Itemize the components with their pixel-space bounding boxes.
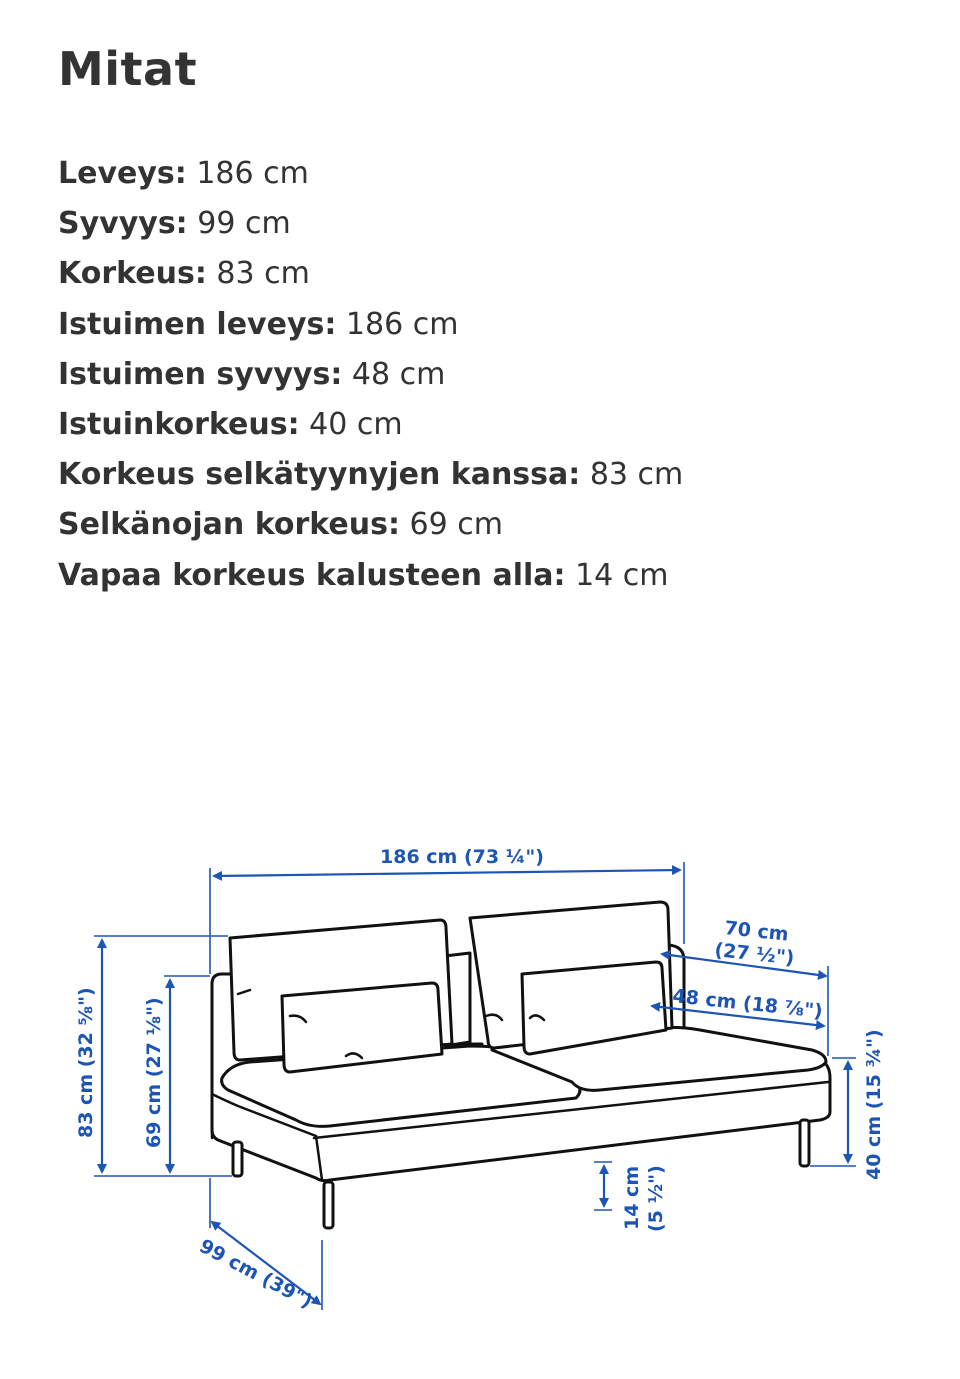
dimension-value: 83 cm bbox=[589, 457, 684, 493]
depth-label: 99 cm (39") bbox=[195, 1234, 316, 1313]
dimension-label: Istuinkorkeus: bbox=[58, 406, 300, 442]
width-label: 186 cm (73 ¼") bbox=[380, 846, 544, 868]
back-depth-label-cm: 70 cm bbox=[723, 917, 790, 946]
dimension-depth bbox=[58, 204, 683, 254]
sofa-leg bbox=[233, 1142, 242, 1176]
seat-height-label: 40 cm (15 ¾") bbox=[863, 1029, 885, 1180]
back-height-label: 69 cm (27 ⅛") bbox=[143, 997, 165, 1148]
dimension-value: 186 cm bbox=[345, 306, 459, 342]
dimension-label: Istuimen leveys: bbox=[58, 306, 337, 342]
dimension-value: 99 cm bbox=[197, 206, 291, 242]
dimension-seat-depth bbox=[58, 355, 683, 405]
dimension-label: Istuimen syvyys: bbox=[58, 356, 343, 392]
dimension-value: 69 cm bbox=[409, 507, 503, 543]
dimension-seat-width bbox=[58, 305, 683, 355]
dimension-label: Vapaa korkeus kalusteen alla: bbox=[58, 557, 566, 593]
sofa-dimension-diagram bbox=[0, 820, 960, 1340]
dimension-label: Korkeus: bbox=[58, 256, 207, 292]
dimension-height bbox=[58, 254, 683, 304]
dimension-label: Syvyys: bbox=[58, 206, 188, 242]
dimension-seat-height bbox=[58, 405, 683, 455]
dimension-value: 14 cm bbox=[575, 557, 669, 593]
dimension-value: 48 cm bbox=[351, 356, 446, 392]
dimension-label: Leveys: bbox=[58, 156, 187, 191]
back-height-dimension bbox=[143, 976, 210, 1172]
dimension-clearance bbox=[58, 556, 683, 606]
clearance-label-in: (5 ½") bbox=[645, 1165, 667, 1232]
clearance-dimension bbox=[594, 1162, 667, 1232]
dimension-label: Korkeus selkätyynyjen kanssa: bbox=[58, 457, 581, 493]
dimension-value: 186 cm bbox=[196, 156, 309, 191]
total-height-label: 83 cm (32 ⅝") bbox=[75, 987, 97, 1138]
seat-depth-label: 48 cm (18 ⅞") bbox=[671, 985, 824, 1023]
back-depth-label-in: (27 ½") bbox=[713, 939, 796, 970]
dimension-height-with-cushions bbox=[58, 455, 683, 505]
page-title: Mitat bbox=[58, 42, 198, 96]
sofa-leg bbox=[324, 1182, 333, 1228]
depth-dimension bbox=[196, 1178, 322, 1313]
dimension-label: Selkänojan korkeus: bbox=[58, 507, 400, 543]
clearance-label-cm: 14 cm bbox=[621, 1165, 643, 1230]
dimension-width bbox=[58, 154, 683, 204]
dimension-value: 83 cm bbox=[216, 256, 310, 292]
dimension-value: 40 cm bbox=[309, 406, 403, 442]
sofa-leg bbox=[800, 1120, 809, 1166]
dimension-backrest-height bbox=[58, 505, 683, 555]
dimension-list bbox=[58, 154, 683, 606]
